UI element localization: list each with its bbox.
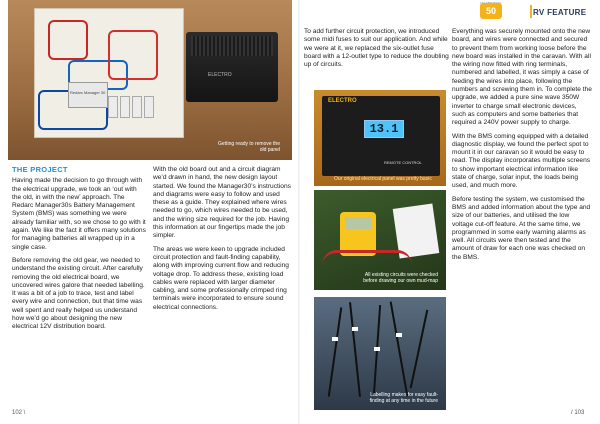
paragraph: The areas we were keen to upgrade included circuit protection and fault-finding capability, along with improving current flow and reducing voltage drop. To address these, existing load cables were replaced with larger diameter cabling, and some professionally crimped ring terminals were incorporated to ensure sound electrical connections. [153, 245, 289, 311]
circuit-breaker [108, 96, 118, 118]
panel-brand: ELECTRO [328, 98, 357, 104]
circuit-breaker [144, 96, 154, 118]
page-number-right: / 103 [571, 410, 585, 416]
section-marker [530, 5, 532, 18]
photo-caption: Labelling makes for easy fault-finding at any time in the future [369, 392, 438, 404]
text-column-c [304, 28, 449, 74]
magazine-logo: 50 [480, 3, 502, 19]
photo-caption: Our original electrical panel was pretty basic [334, 176, 432, 182]
section-label: RV FEATURE [533, 8, 587, 17]
inverter-fins [191, 36, 273, 56]
bms-module-label: Redarc Manager 30 [70, 90, 106, 95]
paragraph: With the BMS coming equipped with a detailed diagnostic display, we found the perfect spot to mount it in our caravan so it would be easy to read. The display incorporates multiple screens to show important electrical information like state of charge, solar input, the loads being used, and much more. [452, 132, 591, 190]
section-heading: THE PROJECT [12, 165, 68, 174]
inverter-brand: ELECTRO [208, 72, 232, 78]
page-number-left: 102 \ [12, 410, 26, 416]
text-column-d [452, 28, 592, 267]
circuit-breaker [120, 96, 130, 118]
cable-label-tag [352, 327, 358, 331]
cable-label-tag [374, 347, 380, 351]
paragraph: Before removing the old gear, we needed to understand the existing circuit. After carefully removing the old electrical board, we uncovered wires galore that needed labelling. It was a bit of a job to trace, test and label every wire and connection, but that time was well spent and really helped us understand how we’d go about designing the new electrical 12V distribution board. [12, 256, 145, 331]
wiring-photo [8, 0, 292, 160]
multimeter-photo [314, 190, 446, 290]
cable [410, 310, 429, 389]
paragraph: To add further circuit protection, we introduced some midi fuses to suit our application. And while we were at it, we replaced the six-outlet fuse board with a 12-outlet type to reduce the doubling up of circuits. [304, 28, 449, 69]
paragraph: Everything was securely mounted onto the new board, and wires were connected and secured to prevent them from working loose before the new board was installed in the caravan. With all the wiring now fitted with ring terminals, numbered and labelled, it was simply a case of feeding the wires into place, following the numbers and screwing them in. To complete the upgrade, we added a pure sine wave 350W inverter to charge small electronic devices, such as computers and some batteries that required a 240V power supply to charge. [452, 28, 592, 127]
lcd-display: 13.1 [364, 120, 404, 138]
cable-label-tag [332, 337, 338, 341]
text-column-b [153, 166, 291, 317]
paragraph: With the old board out and a circuit diagram we’d drawn in hand, the new design layout started. We found the Manager30’s instructions and diagrams were easy to follow and used these as a guide. They explained where wires needed to go, which wires needed to be used, and the wiring size required for the job. Having this information at our fingertips made the job simpler. [153, 166, 291, 240]
red-wire [48, 20, 88, 60]
display-photo [314, 90, 446, 186]
red-wire [108, 30, 158, 80]
photo-caption: All existing circuits were checked before drawing our own mud-map [363, 272, 438, 284]
text-column-a [12, 166, 147, 337]
remote-control-label: REMOTE CONTROL [384, 160, 422, 165]
multimeter-screen [345, 217, 371, 229]
labelled-cables-photo [314, 297, 446, 410]
bms-module [68, 82, 108, 108]
cable [328, 307, 343, 396]
right-page [300, 0, 600, 424]
paragraph: Having made the decision to go through with the electrical upgrade, we took an ‘out with the old, in with the new’ approach. The Redarc Manager30s Battery Management System (BMS) was something we were already familiar with, so we chose to go with it again. We like the fact it offers many solutions for managing batteries all wrapped up in a single case. [12, 177, 146, 251]
photo-caption: Getting ready to remove the old panel [218, 141, 280, 153]
circuit-breaker [132, 96, 142, 118]
paragraph: Before testing the system, we customised the BMS and added information about the type and size of our batteries, and utilised the low voltage cut-off feature. At the same time, we programmed in some early warning alarms as well. All circuits were then tested and the amount of draw for each one was checked on the BMS. [452, 195, 591, 261]
cable-label-tag [396, 333, 402, 337]
cable [390, 302, 409, 397]
cable [349, 302, 361, 397]
